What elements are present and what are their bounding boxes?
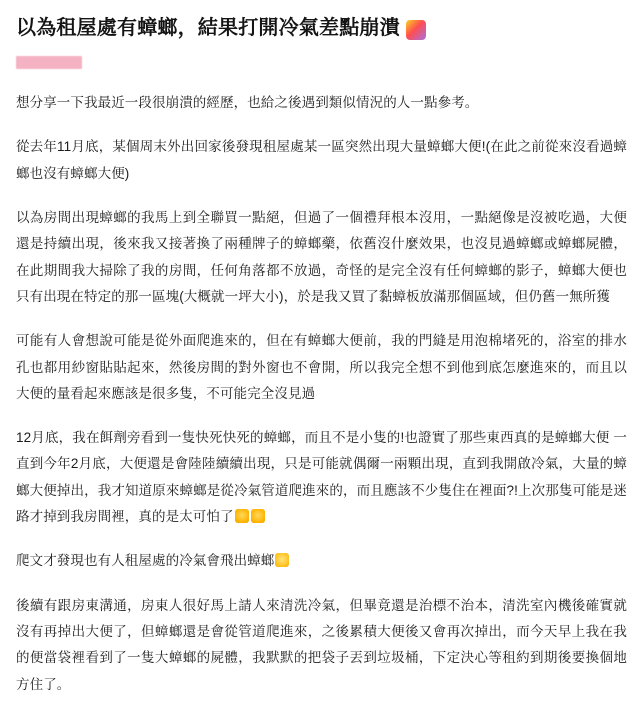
post-title-text: 以為租屋處有蟑螂，結果打開冷氣差點崩潰 [16, 17, 400, 39]
paragraph-7: 後續有跟房東溝通，房東人很好馬上請人來清洗冷氣，但畢竟還是治標不治本，清洗室內機後確實就沒有再掉出大便了，但蟑螂還是會從管道爬進來，之後累積大便後又會再次掉出，而今天早上我在我的便當袋裡看到了一隻大蟑螂的屍體，我默默的把袋子丟到垃圾桶，下定決心等租約到期後要換個地方住了。 [16, 597, 627, 692]
author-name-redacted [16, 56, 82, 69]
paragraph-4: 可能有人會想說可能是從外面爬進來的，但在有蟑螂大便前，我的門縫是用泡棉堵死的，浴室的排水孔也都用紗窗貼貼起來，然後房間的對外窗也不會開，所以我完全想不到他到底怎麼進來的，而且以大便的量看起來應該是很多隻，不可能完全沒見過 [16, 333, 627, 401]
page-title [16, 14, 627, 42]
paragraph-1: 想分享一下我最近一段很崩潰的經歷，也給之後遇到類似情況的人一點參考。 [16, 95, 479, 110]
paragraph-6-text: 爬文才發現也有人租屋處的冷氣會飛出蟑螂 [16, 553, 275, 569]
paragraph-3: 以為房間出現蟑螂的我馬上到全聯買一點絕，但過了一個禮拜根本沒用，一點絕像是沒被吃過，大便還是持續出現，後來我又接著換了兩種牌子的蟑螂藥，依舊沒什麼效果，也沒見過蟑螂或蟑螂屍體，在此期間我大掃除了我的房間，任何角落都不放過，奇怪的是完全沒有任何蟑螂的影子，蟑螂大便也只有出現在特定的那一區塊(大概就一坪大小)，於是我又買了黏蟑板放滿那個區域，但仍舊一無所獲 [16, 209, 627, 304]
paragraph-5 [16, 425, 627, 530]
scream-emoji-icon [235, 509, 249, 523]
author-row [16, 54, 627, 70]
paragraph-6 [16, 548, 627, 574]
scream-emoji-icon [251, 509, 265, 523]
paragraph-2: 從去年11月底，某個周末外出回家後發現租屋處某一區突然出現大量蟑螂大便!(在此之前從來沒看過蟑螂也沒有蟑螂大便) [16, 139, 627, 181]
post-body [16, 90, 627, 698]
blush-emoji-icon [275, 553, 289, 567]
scream-emoji-icon [406, 20, 426, 40]
paragraph-5-text: 12月底，我在餌劑旁看到一隻快死快死的蟑螂，而且不是小隻的!也證實了那些東西真的是蟑螂大便 一直到今年2月底，大便還是會陸陸續續出現，只是可能就偶爾一兩顆出現，直到我開啟冷氣，大量的蟑螂大便掉出，我才知道原來蟑螂是從冷氣管道爬進來的，而且應該不少隻住在裡面?!上次那隻可能是迷路才掉到我房間裡，真的是太可怕了 [16, 430, 627, 525]
